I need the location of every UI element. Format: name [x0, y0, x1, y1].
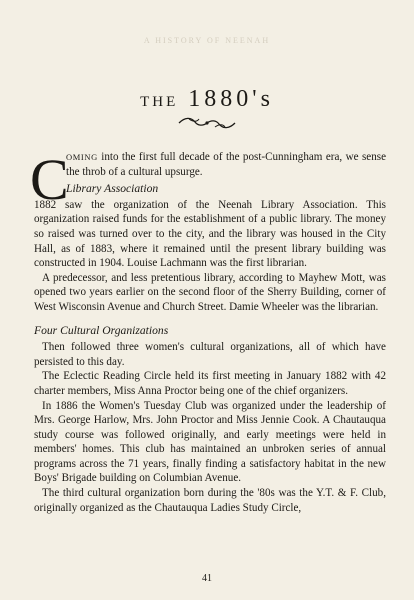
scroll-flourish-icon — [177, 116, 237, 135]
paragraph: The third cultural organization born during the '80s was the Y.T. & F. Club, originally organized as the Chautauqua Ladies Study Circle, — [34, 487, 386, 514]
paragraph: Then followed three women's cultural organizations, all of which have persisted to this day. — [34, 341, 386, 368]
page-number: 41 — [202, 573, 212, 584]
paragraph: 1882 saw the organization of the Neenah Library Association. This organization raised funds for the establishment of a public library. The money so raised was turned over to the city, and the library was housed in the City Hall, as of 1883, where it remained until the present library building was constructed in 1904. Louise Lachmann was the first librarian. — [34, 198, 386, 270]
page-body — [34, 150, 386, 515]
section-heading-library: Library Association — [66, 182, 159, 196]
intro-text: into the first full decade of the post-Cunningham era, we sense the throb of a cultural upsurge. — [66, 151, 386, 178]
drop-cap: C — [30, 147, 69, 212]
paragraph: The Eclectic Reading Circle held its first meeting in January 1882 with 42 charter members, Miss Anna Proctor being one of the chief organizers. — [34, 370, 386, 397]
paragraph: A predecessor, and less pretentious library, according to Mayhew Mott, was opened two years earlier on the second floor of the Sherry Building, corner of West Wisconsin Avenue and Church Street. Damie Wheeler was the librarian. — [34, 271, 386, 313]
paragraph: In 1886 the Women's Tuesday Club was organized under the leadership of Mrs. George Harlow, Mrs. John Proctor and Miss Jennie Cook. A Chautauqua study course was followed originally, and early meetings were held in members' homes. This club has maintained an unbroken series of annual programs across the 71 years, finally finding a satisfactory habitat in the new Boys' Brigade building on Columbian Avenue. — [34, 399, 386, 485]
chapter-prefix: THE — [140, 94, 179, 110]
intro-smallcaps: OMING — [66, 152, 98, 162]
section-heading-cultural: Four Cultural Organizations — [34, 323, 169, 337]
running-head-bleedthrough: A HISTORY OF NEENAH — [143, 36, 271, 45]
chapter-title-text: 1880's — [188, 86, 274, 112]
intro-paragraph — [66, 150, 386, 179]
chapter-title — [0, 86, 414, 113]
